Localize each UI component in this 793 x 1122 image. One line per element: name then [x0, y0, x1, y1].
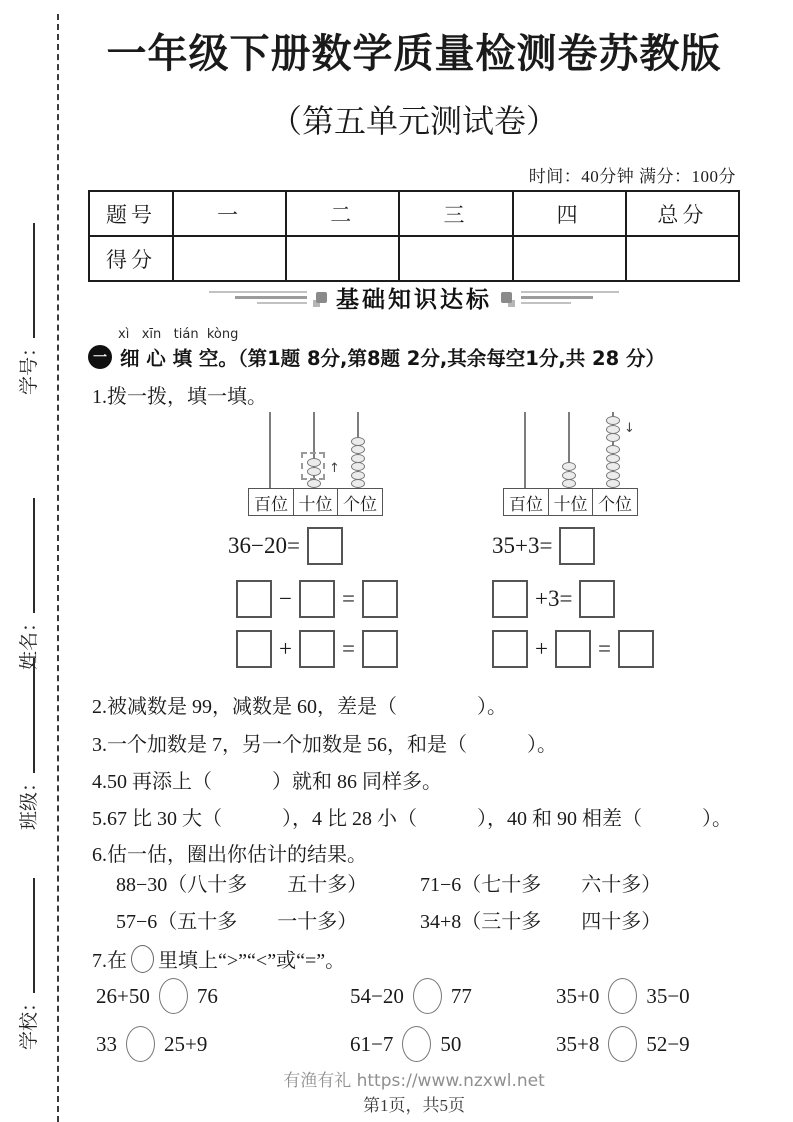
left-expression: 54−20: [350, 983, 404, 1008]
estimate-item-34-8: 34+8（三十多 四十多）: [420, 911, 662, 933]
margin-field-student-id: [15, 165, 39, 395]
right-expression: 76: [196, 983, 218, 1008]
equation-36-minus-20: [228, 527, 343, 565]
compare-item: [96, 1026, 207, 1062]
abacus-bead: [606, 479, 620, 488]
question-6-text: 6.估一估，圈出你估计的结果。: [92, 844, 367, 866]
q7-text-before: 7.在: [92, 950, 127, 972]
tens-label: 十位: [293, 488, 339, 516]
equation-blank-plus: [492, 630, 654, 668]
answer-box: [299, 630, 335, 668]
abacus-bead: [562, 462, 576, 471]
name-blank-line: [19, 498, 35, 613]
ones-label: 个位: [337, 488, 383, 516]
equals-sign: =: [341, 586, 355, 611]
compare-item: [96, 978, 218, 1014]
place-value-labels: [503, 488, 638, 516]
compare-circle: [413, 978, 442, 1014]
right-expression: 35−0: [646, 983, 690, 1008]
abacus-bead: [351, 437, 365, 446]
abacus-rod-hundreds: [524, 412, 526, 488]
margin-field-school: [15, 820, 39, 1050]
banner-title: 基础知识达标: [336, 287, 492, 313]
school-blank-line: [19, 878, 35, 993]
equals-sign: =: [597, 636, 611, 661]
equation-text: 35+3=: [492, 533, 553, 558]
compare-item: [350, 1026, 461, 1062]
score-cell: [513, 236, 626, 281]
answer-box: [492, 580, 528, 618]
compare-circle: [608, 978, 637, 1014]
equation-35-plus-3: [492, 527, 595, 565]
paper-content: [88, 0, 740, 1122]
equation-blank-minus: [236, 580, 398, 618]
score-cell: [173, 236, 286, 281]
left-expression: 61−7: [350, 1031, 394, 1056]
score-table-header-row: [89, 191, 739, 236]
answer-box: [618, 630, 654, 668]
paper-subtitle: （第五单元测试卷）: [269, 103, 558, 139]
score-table: [88, 190, 740, 282]
left-expression: 35+8: [556, 1031, 600, 1056]
margin-field-class: [15, 600, 39, 830]
left-expression: 35+0: [556, 983, 600, 1008]
equation-text: 36−20=: [228, 533, 300, 558]
left-expression: 33: [96, 1031, 117, 1056]
right-expression: 52−9: [646, 1031, 690, 1056]
abacus-bead: [351, 454, 365, 463]
margin-dashed-divider: [57, 14, 59, 1122]
score-col-4: 四: [513, 191, 626, 236]
place-value-labels: [248, 488, 383, 516]
section1-heading: [88, 343, 665, 371]
abacus-bead: [351, 462, 365, 471]
abacus-rod-hundreds: [269, 412, 271, 488]
banner-right-lines: [521, 291, 619, 304]
answer-box: [579, 580, 615, 618]
class-label: 班级：: [18, 772, 40, 830]
banner-left-leaf-icon: [316, 292, 327, 303]
section1-pinyin: xì xīn tián kòng: [118, 327, 239, 342]
answer-box: [362, 630, 398, 668]
q7-text-after: 里填上“>”“<”或“=”。: [158, 950, 346, 972]
score-col-3: 三: [399, 191, 512, 236]
question-4-text: 4.50 再添上（ ）就和 86 同样多。: [92, 771, 442, 793]
abacus-right-35-plus-3: [503, 412, 637, 516]
score-col-1: 一: [173, 191, 286, 236]
answer-box: [236, 630, 272, 668]
abacus-bead: [562, 479, 576, 488]
plus-sign: +: [535, 636, 548, 661]
compare-circle: [126, 1026, 155, 1062]
abacus-bead: [606, 454, 620, 463]
time-score-meta: 时间：40分钟 满分：100分: [528, 167, 736, 186]
down-arrow-icon: ↓: [624, 421, 635, 436]
class-blank-line: [19, 658, 35, 773]
section-banner: [88, 281, 740, 314]
abacus-bead: [351, 445, 365, 454]
left-expression: 26+50: [96, 983, 150, 1008]
question-3-text: 3.一个加数是 7，另一个加数是 56，和是（ ）。: [92, 734, 557, 756]
score-table-corner: 题号: [89, 191, 173, 236]
right-expression: 50: [440, 1031, 462, 1056]
abacus-bead: [562, 471, 576, 480]
hundreds-label: 百位: [248, 488, 294, 516]
banner-right-leaf-icon: [501, 292, 512, 303]
question-1-text: 1.拨一拨，填一填。: [92, 386, 267, 408]
school-label: 学校：: [18, 992, 40, 1050]
banner-left-lines: [209, 291, 307, 304]
compare-item: [556, 978, 690, 1014]
abacus-bead: [606, 462, 620, 471]
answer-box: [555, 630, 591, 668]
abacus-bead: [307, 479, 321, 488]
score-cell: [626, 236, 739, 281]
abacus-bead: [606, 416, 620, 425]
hundreds-label: 百位: [503, 488, 549, 516]
question-7-text: [92, 944, 345, 973]
abacus-bead: [606, 445, 620, 454]
compare-circle-icon: [131, 945, 154, 973]
abacus-bead: [606, 425, 620, 434]
section1-heading-text: 细 心 填 空。（第1题 8分,第8题 2分,其余每空1分,共 28 分）: [120, 347, 665, 370]
plus-3-text: +3=: [535, 586, 573, 611]
abacus-left-36-minus-20: [248, 412, 382, 516]
compare-item: [350, 978, 472, 1014]
answer-box: [236, 580, 272, 618]
footer-watermark: 有渔有礼 https://www.nzxwl.net: [283, 1071, 545, 1091]
estimate-item-57-6: 57−6（五十多 一十多）: [116, 911, 358, 933]
compare-circle: [402, 1026, 431, 1062]
estimate-item-88-30: 88−30（八十多 五十多）: [116, 874, 368, 896]
tens-label: 十位: [548, 488, 594, 516]
score-table-score-row: [89, 236, 739, 281]
answer-box: [492, 630, 528, 668]
score-col-total: 总分: [626, 191, 739, 236]
question-2-text: 2.被减数是 99，减数是 60，差是（ ）。: [92, 696, 507, 718]
student-id-label: 学号：: [18, 337, 40, 395]
right-expression: 77: [450, 983, 472, 1008]
student-id-blank-line: [19, 223, 35, 338]
equation-blank-plus-3: [492, 580, 615, 618]
section1-number-icon: 一: [88, 345, 112, 369]
right-expression: 25+9: [164, 1031, 208, 1056]
abacus-bead: [606, 471, 620, 480]
abacus-bead: [307, 458, 321, 467]
abacus-bead: [307, 467, 321, 476]
abacus-bead: [351, 471, 365, 480]
compare-circle: [159, 978, 188, 1014]
name-label: 姓名：: [18, 612, 40, 670]
abacus-bead: [351, 479, 365, 488]
equation-blank-plus: [236, 630, 398, 668]
answer-box: [299, 580, 335, 618]
answer-box: [307, 527, 343, 565]
answer-box: [362, 580, 398, 618]
compare-circle: [608, 1026, 637, 1062]
score-cell: [286, 236, 399, 281]
score-cell: [399, 236, 512, 281]
paper-title: 一年级下册数学质量检测卷苏教版: [106, 31, 722, 76]
minus-sign: −: [279, 586, 292, 611]
estimate-item-71-6: 71−6（七十多 六十多）: [420, 874, 662, 896]
up-arrow-icon: ↑: [329, 461, 340, 476]
ones-label: 个位: [592, 488, 638, 516]
score-row-label: 得分: [89, 236, 173, 281]
score-col-2: 二: [286, 191, 399, 236]
compare-item: [556, 1026, 690, 1062]
question-5-text: 5.67 比 30 大（ ），4 比 28 小（ ），40 和 90 相差（ ）。: [92, 808, 732, 830]
answer-box: [559, 527, 595, 565]
footer-page-number: 第1页，共5页: [363, 1096, 465, 1115]
equals-sign: =: [341, 636, 355, 661]
plus-sign: +: [279, 636, 292, 661]
abacus-bead: [606, 433, 620, 442]
